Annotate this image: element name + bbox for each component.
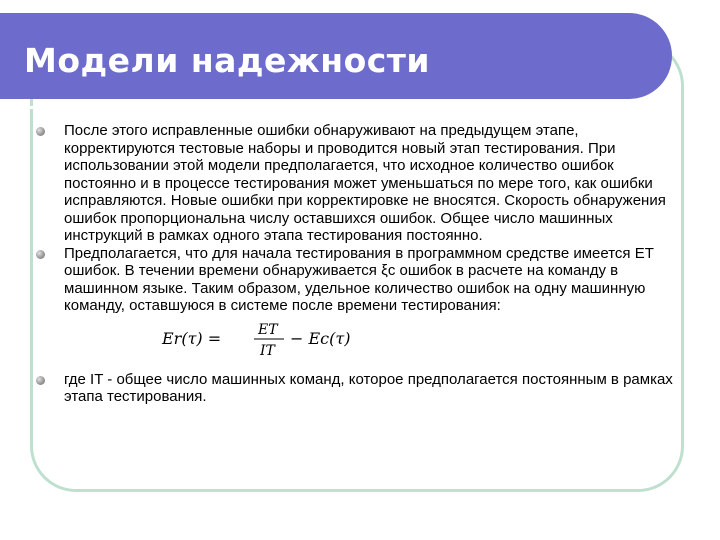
bullet-text-2: Предполагается, что для начала тестирования в программном средстве имеется ЕТ ошибок. В течении времени обнаруживается ξc ошибок в расчете на команду в машинном языке. Таким образом, удельное количество ошибок на одну машинную команду, оставшуюся в системе после времени тестирования: xyxy=(64,244,654,314)
bullet-icon xyxy=(36,376,45,385)
title-underline xyxy=(0,106,638,109)
bullet-icon xyxy=(36,250,45,259)
formula-denominator: IT xyxy=(260,342,275,359)
slide-title: Модели надежности xyxy=(24,41,431,80)
bullet-item-2 xyxy=(36,245,676,315)
formula xyxy=(160,319,676,357)
bullet-item-1 xyxy=(36,122,676,245)
formula-graphic xyxy=(160,319,400,359)
formula-rhs: − Ec(τ) xyxy=(290,328,351,348)
bullet-text-1: После этого исправленные ошибки обнаруживают на предыдущем этапе, корректируются тестовые наборы и проводится новый этап тестирования. При использовании этой модели предполагается, что исходное количество ошибок постоянно и в процессе тестирования может уменьшаться по мере того, как ошибки исправляются. Новые ошибки при корректировке не вносятся. Скорость обнаружения ошибок пропорциональна числу оставшихся ошибок. Общее число машинных инструкций в рамках одного этапа тестирования постоянно. xyxy=(64,122,666,244)
formula-lhs: Er(τ) = xyxy=(162,328,222,348)
bullet-text-3: где IT - общее число машинных команд, которое предполагается постоянным в рамках этапа тестирования. xyxy=(64,370,673,405)
slide-content xyxy=(36,122,676,406)
title-bar xyxy=(0,13,672,99)
bullet-icon xyxy=(36,127,45,136)
formula-numerator: ET xyxy=(258,321,278,338)
bullet-item-3 xyxy=(36,371,676,406)
